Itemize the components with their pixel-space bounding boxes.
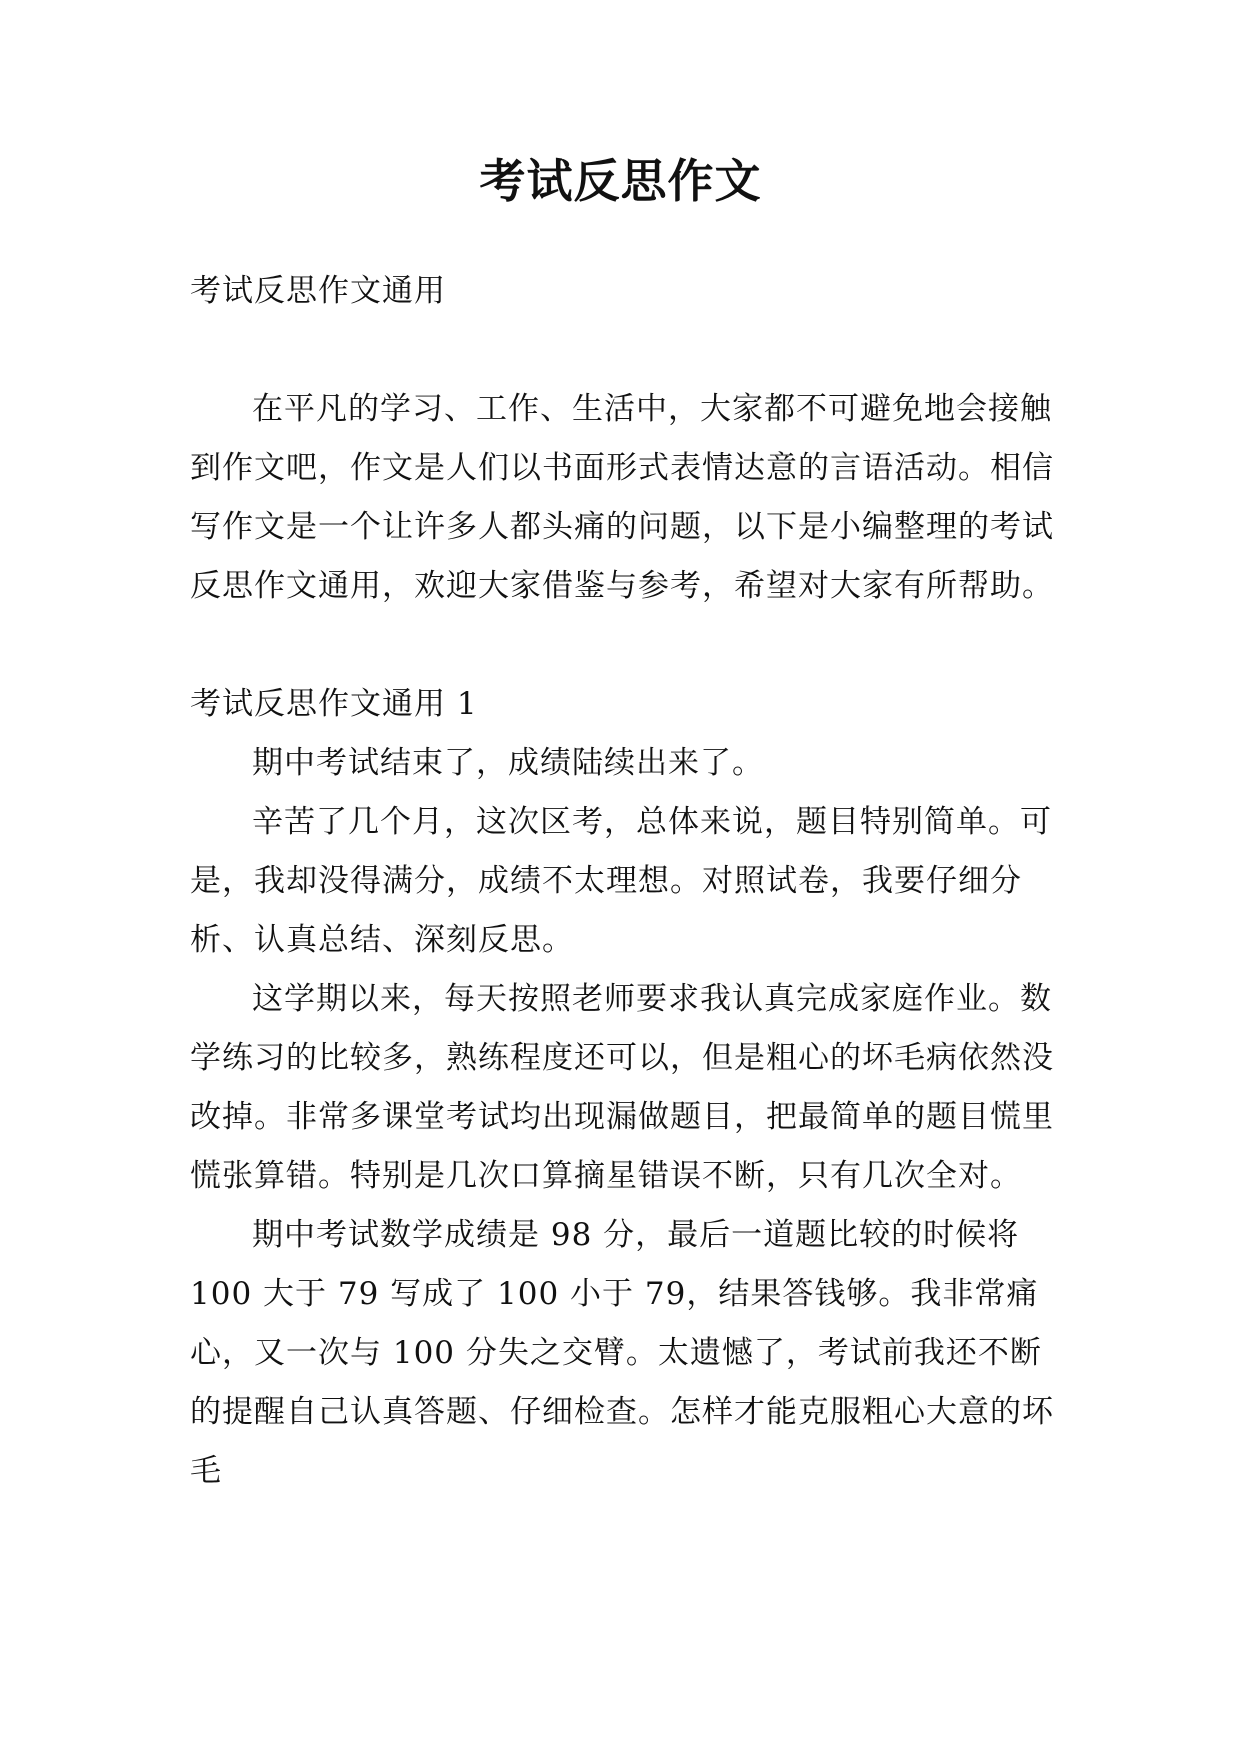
document-title: 考试反思作文 — [479, 154, 762, 208]
body-paragraph-1: 期中考试结束了，成绩陆续出来了。 — [252, 745, 764, 781]
section-heading: 考试反思作文通用 1 — [190, 686, 478, 722]
body-paragraph-3: 这学期以来，每天按照老师要求我认真完成家庭作业。数学练习的比较多，熟练程度还可以，但是粗心的坏毛病依然没改掉。非常多课堂考试均出现漏做题目，把最简单的题目慌里慌张算错。特别是几次口算摘星错误不断，只有几次全对。 — [190, 981, 1054, 1194]
intro-paragraph: 在平凡的学习、工作、生活中，大家都不可避免地会接触到作文吧，作文是人们以书面形式表情达意的言语活动。相信写作文是一个让许多人都头痛的问题，以下是小编整理的考试反思作文通用，欢迎大家借鉴与参考，希望对大家有所帮助。 — [190, 391, 1054, 604]
body-paragraph-4: 期中考试数学成绩是 98 分，最后一道题比较的时候将 100 大于 79 写成了 100 小于 79，结果答钱够。我非常痛心，又一次与 100 分失之交臂。太遗憾了，考试前我还不断的提醒自己认真答题、仔细检查。怎样才能克服粗心大意的坏毛 — [190, 1217, 1054, 1489]
body-paragraph-2: 辛苦了几个月，这次区考，总体来说，题目特别简单。可是，我却没得满分，成绩不太理想。对照试卷，我要仔细分析、认真总结、深刻反思。 — [190, 804, 1052, 958]
document-body — [190, 262, 1070, 1501]
document-subtitle: 考试反思作文通用 — [190, 273, 446, 309]
